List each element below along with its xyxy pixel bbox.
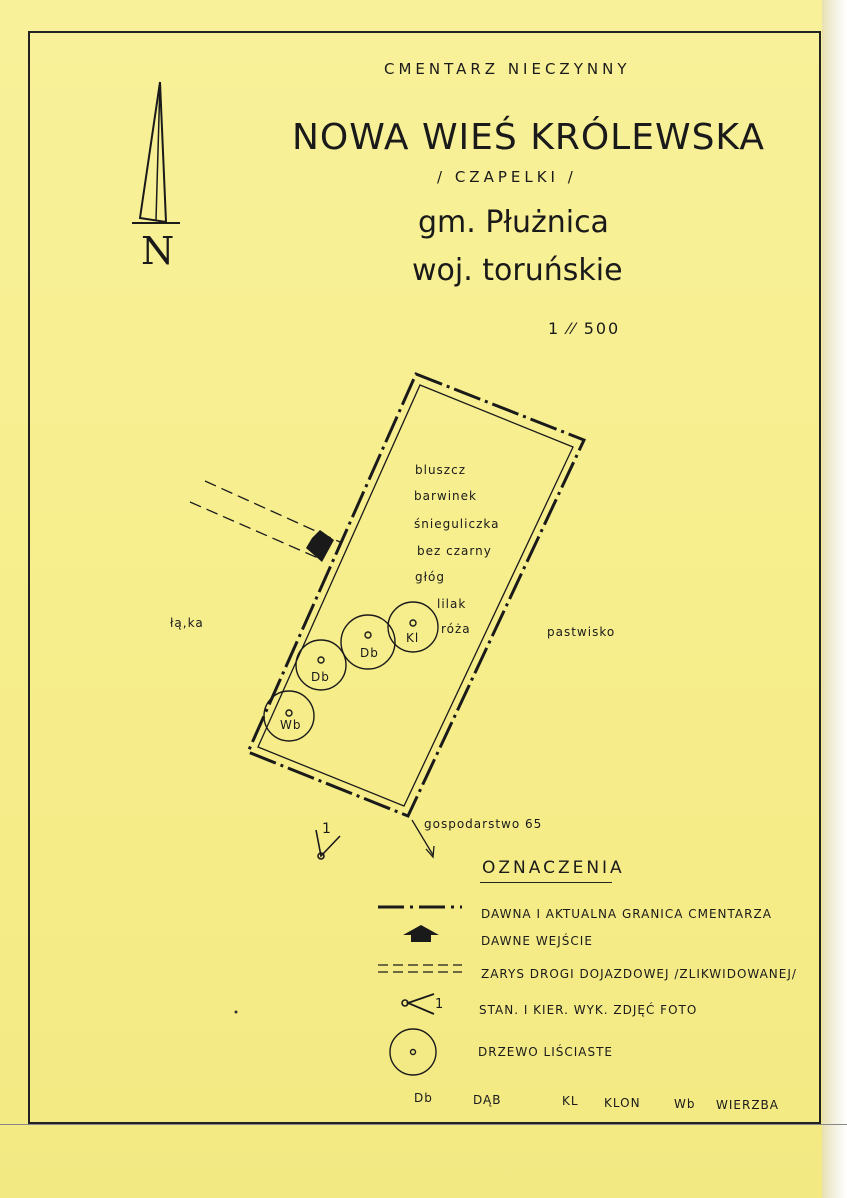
abbreviation-code: Db	[414, 1091, 433, 1105]
legend-title: OZNACZENIA	[482, 858, 625, 878]
legend-item-text: DAWNA I AKTUALNA GRANICA CMENTARZA	[481, 907, 772, 921]
map-subtitle: CMENTARZ NIECZYNNY	[384, 60, 631, 78]
photo-station-label: 1	[322, 821, 331, 837]
abbreviation-meaning: KLON	[604, 1096, 641, 1110]
legend-entrance-icon	[403, 925, 439, 942]
surrounding-south-label: gospodarstwo 65	[424, 817, 543, 831]
tree-db-circle-1	[341, 615, 395, 669]
tree-code-label: Wb	[280, 718, 302, 732]
vegetation-item: lilak	[437, 597, 467, 611]
legend-item-text: ZARYS DROGI DOJAZDOWEJ /ZLIKWIDOWANEJ/	[481, 967, 797, 981]
legend-photo-station-icon	[408, 994, 434, 1014]
abbreviation-code: Wb	[674, 1097, 696, 1111]
alternate-name: / CZAPELKI /	[437, 168, 577, 186]
wojewodztwo-label: woj. toruńskie	[412, 253, 623, 288]
cemetery-boundary	[248, 374, 584, 816]
abbreviation-code: KL	[562, 1094, 579, 1108]
vegetation-item: bluszcz	[415, 463, 467, 477]
surrounding-west-label: łą,ka	[170, 616, 204, 630]
tree-code-label: Db	[360, 646, 379, 660]
north-arrow-icon	[132, 82, 180, 223]
abbreviation-meaning: WIERZBA	[716, 1098, 779, 1112]
vegetation-item: śnieguliczka	[414, 517, 500, 531]
tree-code-label: Db	[311, 670, 330, 684]
legend-photo-station-number: 1	[435, 997, 444, 1012]
surrounding-east-label: pastwisko	[547, 625, 616, 639]
tree-code-label: Kl	[406, 631, 420, 645]
north-arrow-label: N	[141, 229, 175, 273]
vegetation-item: róża	[441, 622, 471, 636]
gmina-label: gm. Płużnica	[418, 205, 609, 240]
legend-item-text: STAN. I KIER. WYK. ZDJĘĆ FOTO	[479, 1003, 698, 1017]
map-title: NOWA WIEŚ KRÓLEWSKA	[292, 117, 766, 158]
legend-symbols	[378, 907, 462, 1075]
abbreviation-meaning: DĄB	[473, 1093, 502, 1107]
map-scale: 1 ⁄⁄ 500	[548, 319, 621, 338]
legend-item-text: DAWNE WEJŚCIE	[481, 934, 593, 948]
legend-title-underline	[480, 882, 612, 883]
former-entrance-arrow-icon	[306, 530, 334, 562]
legend-tree-icon	[390, 1029, 436, 1075]
vegetation-item: barwinek	[414, 489, 477, 503]
vegetation-item: bez czarny	[417, 544, 492, 558]
vegetation-item: głóg	[415, 570, 445, 584]
legend-item-text: DRZEWO LIŚCIASTE	[478, 1045, 614, 1059]
